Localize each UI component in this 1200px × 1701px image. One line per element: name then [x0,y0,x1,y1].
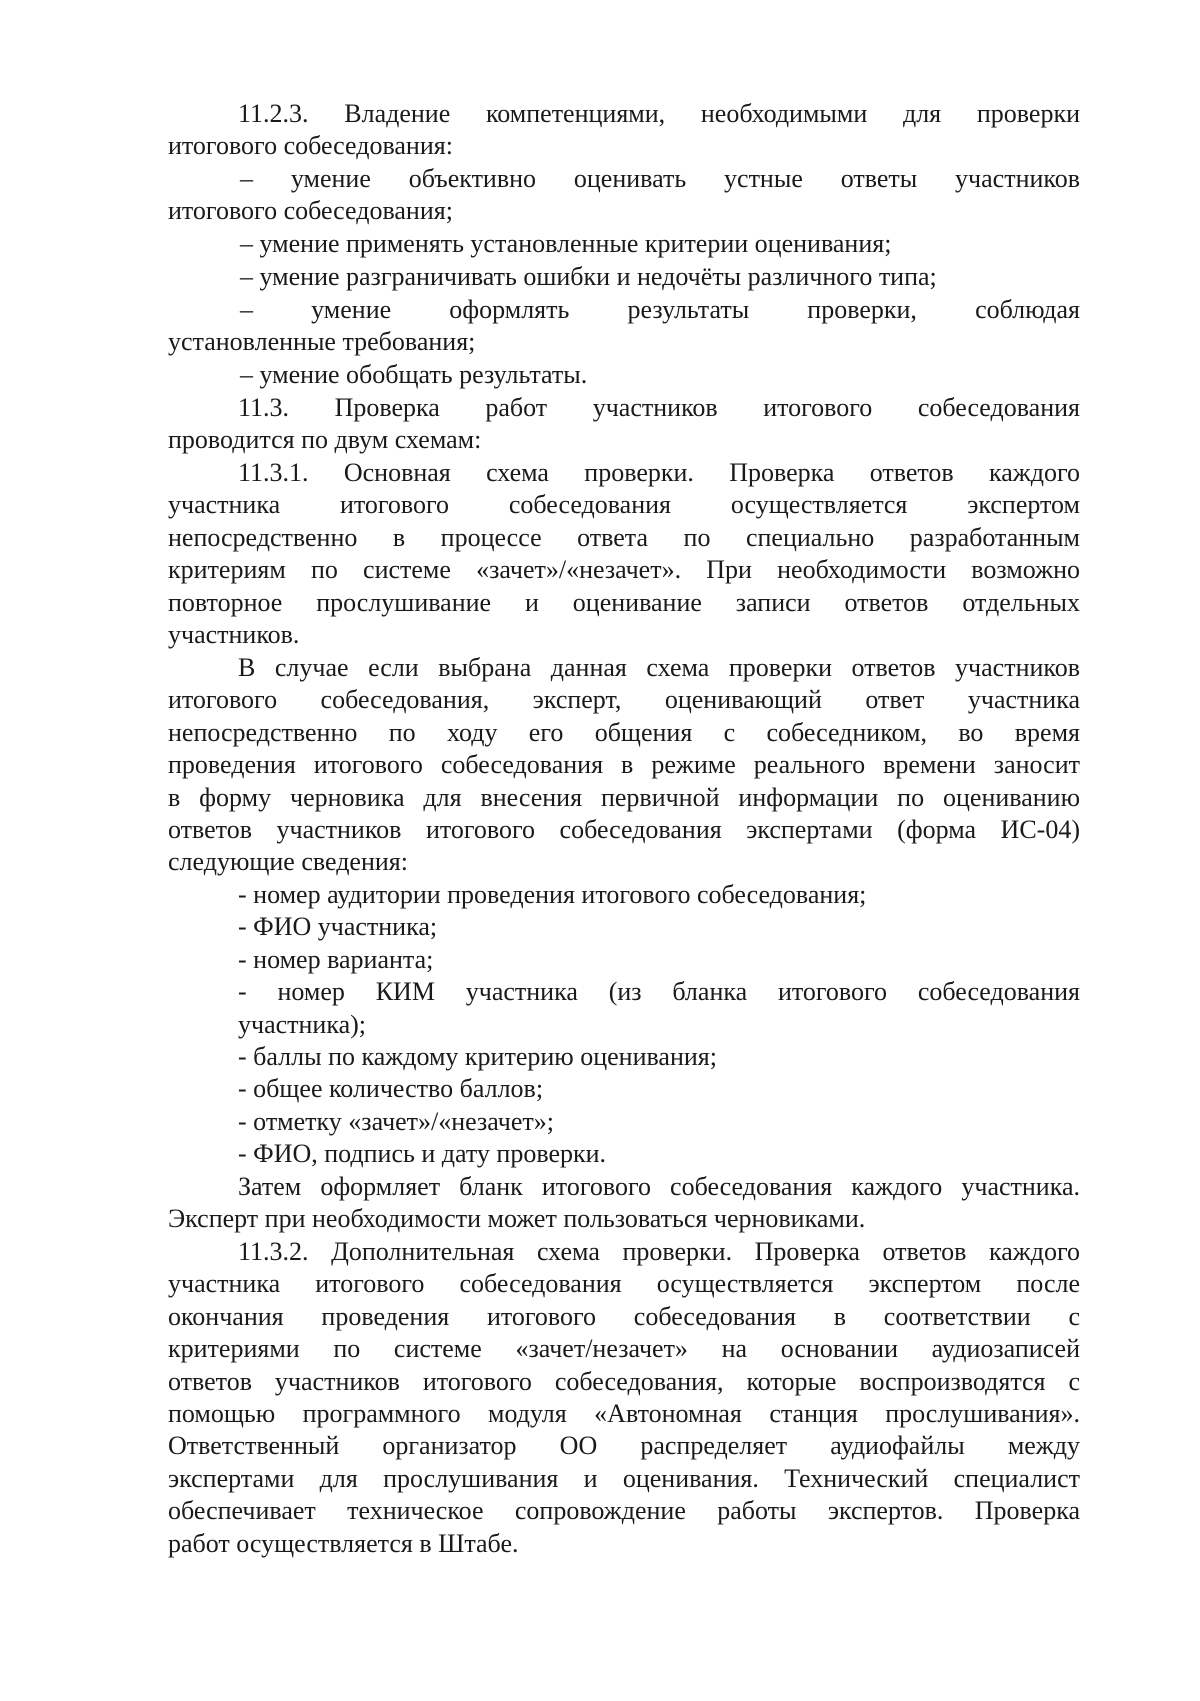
text-line: установленные требования; [168,327,476,357]
text-line: - номер аудитории проведения итогового собеседования; [238,880,867,909]
text-line: Эксперт при необходимости может пользоваться черновиками. [168,1204,866,1234]
paragraph-d1 [168,163,1080,228]
text-line: итогового собеседования, эксперт, оценивающий ответ участника [168,685,1080,715]
paragraph-p5 [168,1171,1080,1236]
text-line: - отметку «зачет»/«незачет»; [238,1106,555,1136]
paragraph-p1 [168,98,1080,163]
text-line: окончания проведения итогового собеседования в соответствии с [168,1301,1080,1331]
paragraph-d5 [168,359,1080,391]
text-line: – умение оформлять результаты проверки, соблюдая [240,295,1080,324]
text-line: – умение разграничивать ошибки и недочёты различного типа; [240,262,937,291]
text-line: 11.2.3. Владение компетенциями, необходимыми для проверки [238,99,1080,128]
text-line: 11.3. Проверка работ участников итогового собеседования [238,393,1080,422]
text-line: итогового собеседования; [168,196,453,226]
text-line: – умение обобщать результаты. [240,360,588,389]
text-line: проведения итогового собеседования в режиме реального времени заносит [168,750,1080,780]
paragraph-p4 [168,652,1080,879]
text-line: непосредственно по ходу его общения с собеседником, во время [168,717,1080,747]
text-line: - ФИО участника; [238,912,438,942]
text-line: – умение объективно оценивать устные ответы участников [240,164,1080,193]
text-line: участника итогового собеседования осуществляется экспертом после [168,1269,1080,1299]
paragraph-p2 [168,392,1080,457]
text-line: критериям по системе «зачет»/«незачет». При необходимости возможно [168,555,1080,585]
text-line: работ осуществляется в Штабе. [168,1528,519,1558]
paragraph-l1 [168,879,1080,1171]
text-line: В случае если выбрана данная схема проверки ответов участников [238,653,1080,682]
text-line: обеспечивает техническое сопровождение работы экспертов. Проверка [168,1496,1080,1526]
text-line: – умение применять установленные критерии оценивания; [240,229,892,258]
text-line: участника); [238,1009,367,1039]
text-line: проводится по двум схемам: [168,425,482,455]
text-line: - общее количество баллов; [238,1074,544,1104]
text-line: экспертами для прослушивания и оценивания. Технический специалист [168,1463,1080,1493]
text-line: - номер варианта; [238,944,434,974]
paragraph-p3 [168,457,1080,651]
paragraph-p6 [168,1236,1080,1560]
text-line: - ФИО, подпись и дату проверки. [238,1139,607,1169]
text-line: 11.3.2. Дополнительная схема проверки. Проверка ответов каждого [238,1237,1080,1266]
text-line: Ответственный организатор ОО распределяет аудиофайлы между [168,1431,1080,1461]
text-line: ответов участников итогового собеседования, которые воспроизводятся с [168,1366,1080,1396]
text-line: повторное прослушивание и оценивание записи ответов отдельных [168,587,1080,617]
text-line: - номер КИМ участника (из бланка итогового собеседования [238,977,1080,1007]
text-line: - баллы по каждому критерию оценивания; [238,1042,717,1072]
text-line: Затем оформляет бланк итогового собеседования каждого участника. [238,1172,1080,1201]
text-line: участников. [168,620,300,650]
text-line: 11.3.1. Основная схема проверки. Проверка ответов каждого [238,458,1080,487]
paragraph-d2 [168,228,1080,260]
paragraph-d3 [168,261,1080,293]
text-line: в форму черновика для внесения первичной информации по оцениванию [168,782,1080,812]
text-line: участника итогового собеседования осуществляется экспертом [168,490,1080,520]
text-line: критериями по системе «зачет/незачет» на основании аудиозаписей [168,1334,1080,1364]
text-line: непосредственно в процессе ответа по специально разработанным [168,522,1080,552]
text-line: следующие сведения: [168,847,408,877]
paragraph-d4 [168,294,1080,359]
text-line: итогового собеседования: [168,131,453,161]
text-line: ответов участников итогового собеседования экспертами (форма ИС-04) [168,815,1080,845]
text-line: помощью программного модуля «Автономная станция прослушивания». [168,1399,1080,1429]
